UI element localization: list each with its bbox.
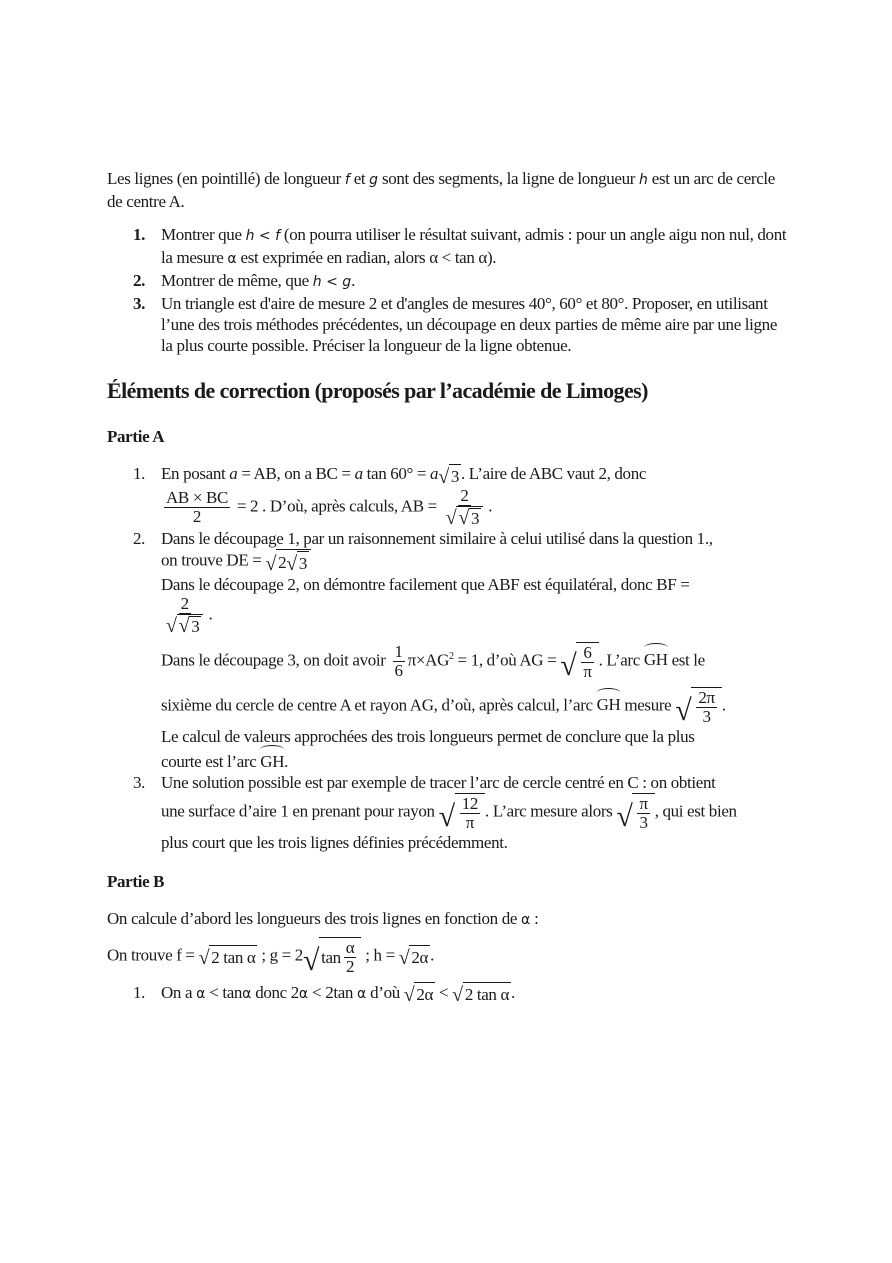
answer-line [161,595,787,636]
text: En posant [161,464,230,483]
text: < [435,982,453,1002]
intro-text: sont des segments, la ligne de longueur [378,169,639,188]
nested-sqrt [166,614,203,636]
fraction-bf [164,595,205,636]
radical-sign: √ [560,648,577,682]
var-a: a [229,464,238,483]
question-text: Montrer de même, que [161,271,313,290]
text: mesure [620,695,676,714]
fraction [637,795,649,832]
question-item [107,224,787,270]
radical-sign: √ [616,799,633,833]
arc-gh: GH [260,747,284,772]
numerator: AB × BC [166,487,228,507]
sqrt-2pi-over-3 [675,687,722,726]
fraction [581,644,593,681]
text: = AB, on a BC = [237,464,355,483]
denominator: 2 [192,506,202,526]
radicand: 2 tan α [209,945,257,968]
radical-sign: √ [438,465,449,488]
radicand: 3 [191,616,200,636]
text: . [284,751,289,771]
radicand [319,937,361,976]
text: . [208,604,213,623]
nested-sqrt [265,549,311,574]
text: ; h = [361,945,399,964]
question-number: 1. [133,225,146,244]
answer-item [107,463,787,528]
math-alpha: α [242,985,252,1002]
question-text: est exprimée en radian, alors [236,248,430,267]
math-alpha: α [356,985,367,1002]
text: Dans le découpage 3, on doit avoir [161,650,390,669]
intro-text: et [349,169,370,188]
radicand [456,506,483,528]
var-f: f [344,172,350,188]
denominator: π [465,812,474,832]
answer-line: Le calcul de valeurs approchées des trois longueurs permet de conclure que la plus [161,726,695,746]
text: : [530,908,539,928]
page [107,168,787,1005]
math-inequality: h < f [245,228,280,244]
math-alpha: α [227,251,237,267]
radicand [632,793,654,832]
radical-sign: √ [198,946,210,969]
answer-line [161,687,787,726]
part-b-heading: Partie B [107,871,165,891]
sqrt-2alpha [399,945,430,968]
sqrt-3 [179,616,202,636]
var-g: g [369,172,379,188]
sqrt-2tan-alpha [199,945,258,968]
radical-sign: √ [403,984,415,1007]
radical-sign: √ [302,943,320,977]
text: . L’arc mesure alors [485,801,617,820]
text: = 2 . D’où, après calculs, AB = [232,496,441,515]
question-text: (on pourra utiliser le résultat suivant, admis : pour un angle aigu non nul, dont la mesure [161,225,787,267]
sqrt-2tan-alpha [452,982,511,1005]
arc-gh: GH [644,645,668,670]
fraction-one-sixth [393,643,405,680]
section-title: Éléments de correction (proposés par l’académie de Limoges) [107,378,648,403]
text: < 2tan [308,982,357,1002]
sqrt-2alpha [404,982,435,1005]
numerator: 1 [394,641,403,661]
question-item [107,270,787,293]
text: < tan [205,982,243,1002]
denominator: π [583,661,592,681]
math-inequality: α < tan α [429,248,487,267]
numerator: π [639,793,648,813]
text: 2 [278,552,287,572]
numerator: 12 [461,793,479,813]
answer-line: Une solution possible est par exemple de tracer l’arc de cercle centré en C : on obtient [161,772,716,792]
question-text: Montrer que [161,225,246,244]
fraction-ab-bc [164,489,230,526]
text: . [488,496,493,515]
var-a: a [430,464,439,483]
numerator: 2 [460,485,469,505]
answer-line [161,747,787,772]
radicand: 2 tan α [463,982,511,1005]
radicand: 2α [414,982,435,1005]
numerator: 6 [583,642,592,662]
text: une surface d’aire 1 en prenant pour rayon [161,801,439,820]
answer-item [107,772,787,853]
numerator: 2 [180,593,189,613]
denominator: 3 [702,706,711,726]
denominator: 3 [639,812,648,832]
radical-sign: √ [445,506,457,529]
answer-number: 1. [133,464,146,483]
text: d’où [366,982,404,1002]
answer-line [161,549,787,574]
sqrt-pi-over-3 [616,793,654,832]
part-b-list [107,982,787,1006]
question-item [107,293,787,356]
radical-sign: √ [458,506,470,529]
question-number: 3. [133,294,146,313]
question-number: 2. [133,271,146,290]
radicand: 3 [297,551,309,574]
radical-sign: √ [265,552,277,575]
var-h: h [638,172,648,188]
text: . L’arc [598,650,644,669]
text: donc 2 [251,982,299,1002]
intro-paragraph [107,168,787,212]
text: est le [667,650,705,669]
radicand [576,642,598,681]
denominator [444,506,485,528]
radicand: 3 [449,464,461,487]
answer-line: Dans le découpage 1, par un raisonnement similaire à celui utilisé dans la question 1., [161,528,713,548]
answer-number: 1. [133,982,146,1002]
fraction [696,689,716,726]
question-text: . [351,271,356,290]
text: tan 60° = [362,464,431,483]
sqrt-3 [438,464,461,487]
answer-number: 3. [133,772,146,792]
text: . [511,982,515,1002]
radical-sign: √ [452,984,463,1007]
text: . [430,945,434,964]
answer-number: 2. [133,528,146,548]
text: courte est l’arc [161,751,261,771]
radical-sign: √ [398,946,410,969]
var-a: a [354,464,363,483]
arc-gh: GH [597,690,621,715]
radical-sign: √ [438,799,455,833]
text: π×AG [407,650,449,669]
text: , qui est bien [654,801,737,820]
radicand [177,614,204,636]
radicand: 2α [409,945,430,968]
part-a-list [107,463,787,853]
sqrt-3 [286,551,309,574]
fraction [460,795,480,832]
intro-text: est un arc de cercle de centre A. [107,169,775,211]
answer-line: Dans le découpage 2, on démontre facilement que ABF est équilatéral, donc BF = [161,574,690,594]
text: On a [161,982,197,1002]
text: . [721,695,726,714]
exponent: 2 [449,650,454,662]
math-alpha: α [196,985,206,1002]
text: On trouve f = [107,945,199,964]
answer-item [107,982,787,1006]
answer-item [107,528,787,772]
fraction [344,939,357,976]
denominator [164,614,205,636]
numerator: 2π [698,687,715,707]
answer-line [161,793,787,832]
denominator: 2 [346,956,355,976]
answer-line [161,487,787,528]
intro-text: Les lignes (en pointillé) de longueur [107,169,345,188]
fraction-ab [444,487,485,528]
answer-line [161,463,787,487]
numerator: α [345,937,355,957]
denominator: 6 [394,660,403,680]
text: sixième du cercle de centre A et rayon AG, d’où, après calcul, l’arc [161,695,597,714]
part-a-heading: Partie A [107,427,165,446]
sqrt-tan-half-alpha [303,937,361,976]
part-b-formulas [107,937,787,976]
text: . L’aire de ABC vaut 2, donc [461,464,647,483]
radicand [691,687,721,726]
radical-sign: √ [286,552,297,575]
text: tan [321,947,341,967]
answer-line: plus court que les trois lignes définies précédemment. [161,832,508,852]
sqrt-3 [458,508,481,528]
nested-sqrt [446,506,483,528]
sqrt-12-over-pi [439,793,485,832]
radicand [276,549,311,574]
text: ; g = 2 [257,945,303,964]
text: on trouve DE = [161,550,266,569]
math-alpha: α [298,985,309,1002]
radical-sign: √ [178,614,190,637]
radicand [455,793,485,832]
sqrt-6-over-pi [560,642,598,681]
question-list [107,224,787,356]
math-inequality: h < g [312,274,352,290]
radicand: 3 [471,508,480,528]
radical-sign: √ [675,693,692,727]
question-text: ). [487,248,497,267]
answer-line [161,642,787,681]
math-alpha: α [520,911,531,928]
radical-sign: √ [166,614,177,637]
question-text: Un triangle est d'aire de mesure 2 et d'angles de mesures 40°, 60° et 80°. Proposer, en utilisant l’une des trois méthodes précédentes, un découpage en deux parties de même aire par une ligne la plus courte possible. Préciser la longueur de la ligne obtenue. [161,294,778,355]
part-b-paragraph [107,908,787,931]
text: On calcule d’abord les longueurs des trois lignes en fonction de [107,908,521,928]
text: = 1, d’où AG = [453,650,561,669]
